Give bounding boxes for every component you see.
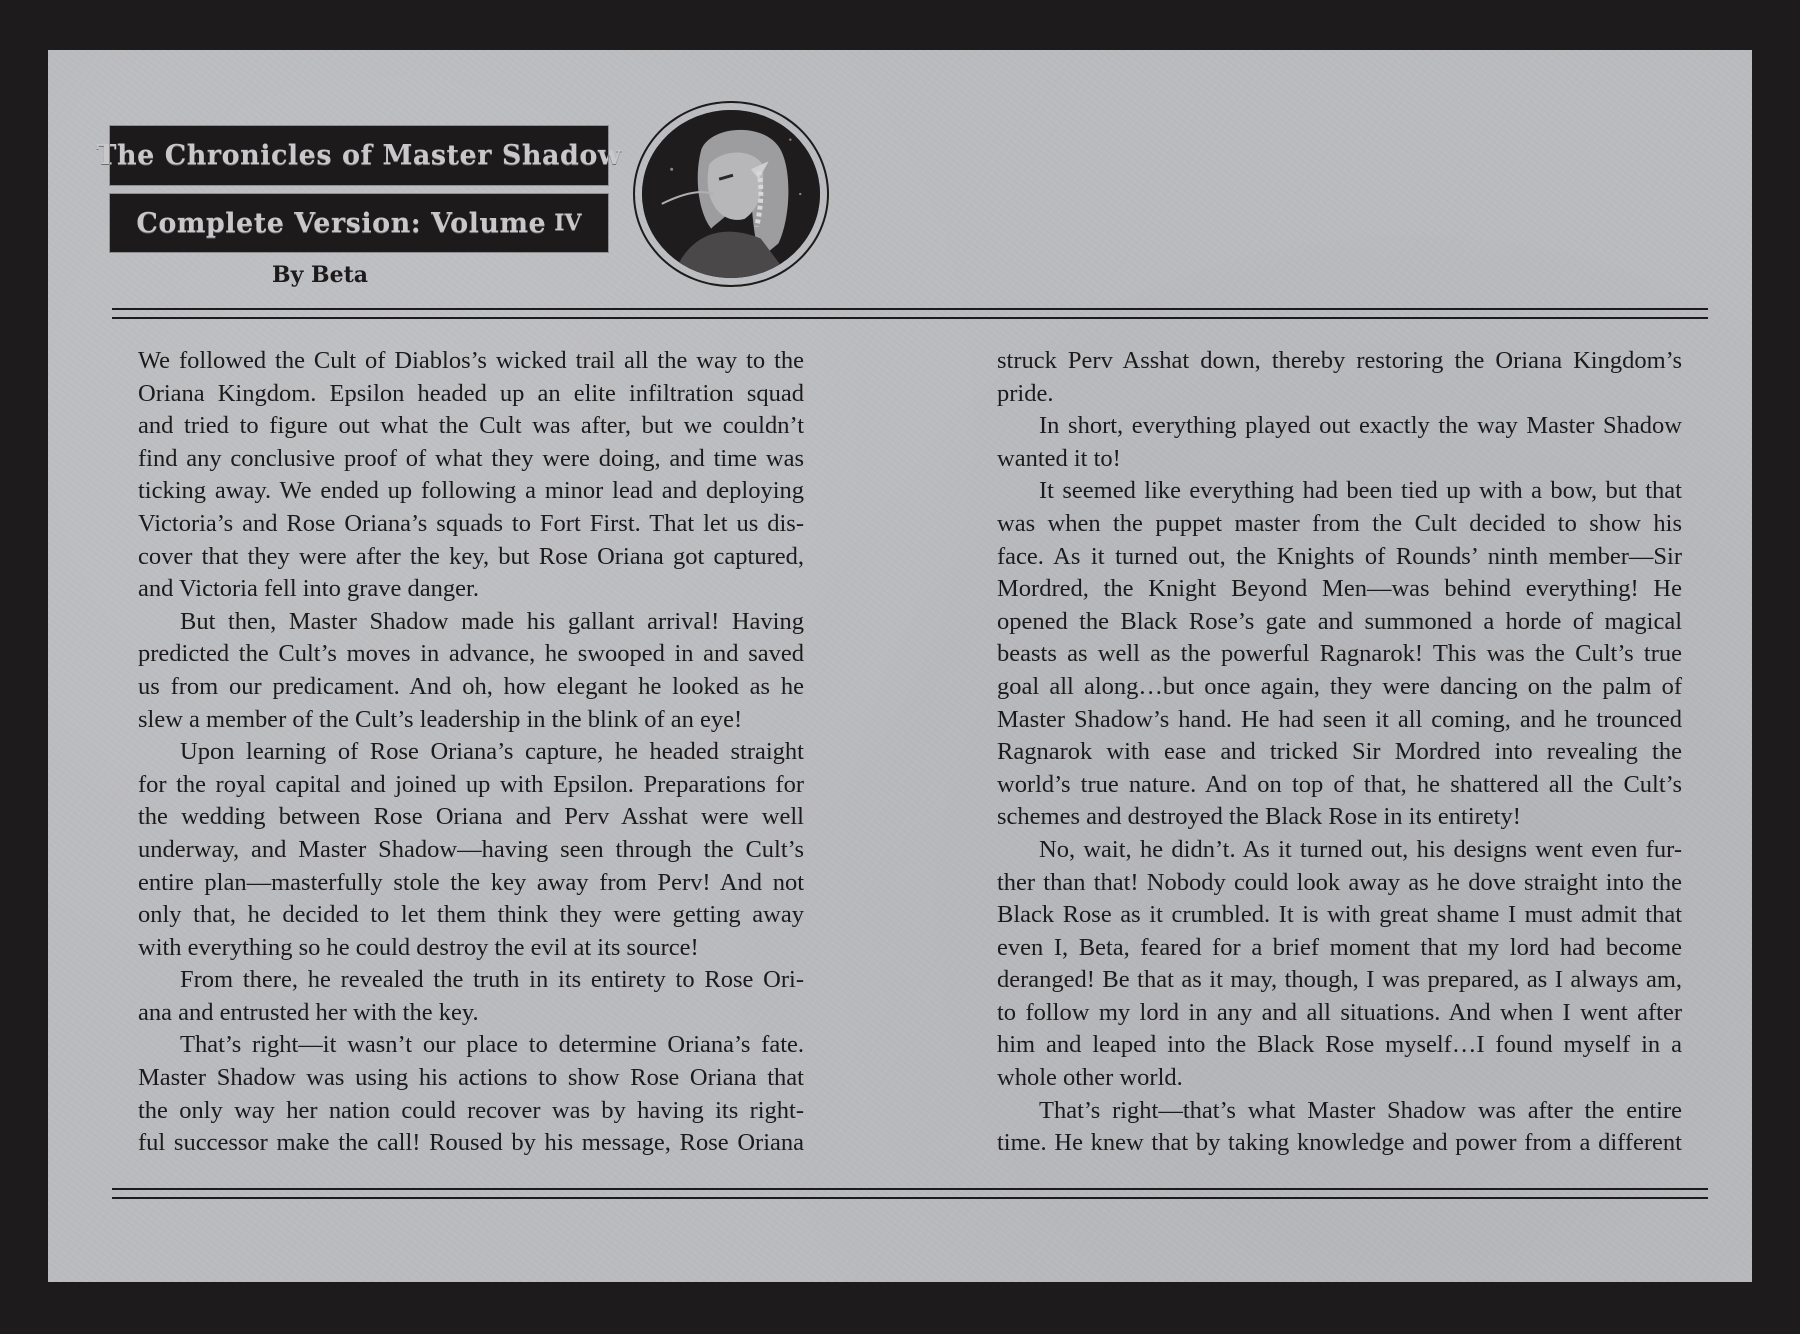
title-banner-main [96, 126, 622, 185]
text-column-left [138, 345, 804, 1160]
text-line: That’s right—it wasn’t our place to determine Oriana’s fate. [180, 1031, 804, 1059]
text-line: schemes and destroyed the Black Rose in its entirety! [997, 803, 1521, 831]
text-line: wanted it to! [997, 444, 1121, 472]
text-line: Upon learning of Rose Oriana’s capture, he headed straight [180, 738, 804, 766]
text-line: From there, he revealed the truth in its entirety to Rose Ori- [180, 966, 804, 994]
text-line: deranged! Be that as it may, though, I was prepared, as I always am, [997, 966, 1682, 994]
text-line: In short, everything played out exactly the way Master Shadow [1039, 412, 1682, 440]
text-line: face. As it turned out, the Knights of Rounds’ ninth member—Sir [997, 542, 1682, 570]
text-line: goal all along…but once again, they were dancing on the palm of [997, 672, 1682, 700]
footer-divider-bottom [112, 1197, 1708, 1199]
character-portrait-icon [642, 110, 820, 278]
text-line: for the royal capital and joined up with Epsilon. Preparations for [138, 770, 804, 798]
text-line: and Victoria fell into grave danger. [138, 575, 479, 603]
text-line: only that, he decided to let them think they were getting away [138, 901, 804, 929]
text-line: Master Shadow was using his actions to show Rose Oriana that [138, 1064, 804, 1092]
text-line: ana and entrusted her with the key. [138, 998, 479, 1026]
text-line: underway, and Master Shadow—having seen through the Cult’s [138, 835, 804, 863]
text-line: Black Rose as it crumbled. It is with great shame I must admit that [997, 901, 1682, 929]
text-line: Victoria’s and Rose Oriana’s squads to Fort First. That let us dis- [138, 509, 804, 537]
text-line: ther than that! Nobody could look away as he dove straight into the [997, 868, 1682, 896]
text-line: That’s right—that’s what Master Shadow was after the entire [1039, 1096, 1682, 1124]
title-banner-volume [110, 194, 608, 252]
text-line: predicted the Cult’s moves in advance, he swooped in and saved [138, 640, 804, 668]
header-divider-top [112, 308, 1708, 310]
text-line: We followed the Cult of Diablos’s wicked trail all the way to the [138, 347, 804, 374]
text-line: Ragnarok with ease and tricked Sir Mordred into revealing the [997, 738, 1682, 766]
text-line: time. He knew that by taking knowledge and power from a different [997, 1129, 1682, 1157]
text-line: world’s true nature. And on top of that, he shattered all the Cult’s [997, 770, 1682, 798]
text-column-right [997, 345, 1682, 1160]
text-line: opened the Black Rose’s gate and summoned a horde of magical [997, 607, 1682, 635]
text-line: beasts as well as the powerful Ragnarok! This was the Cult’s true [997, 640, 1682, 668]
text-line: entire plan—masterfully stole the key away from Perv! And not [138, 868, 804, 896]
text-line: the only way her nation could recover was by having its right- [138, 1096, 804, 1124]
text-line: slew a member of the Cult’s leadership in the blink of an eye! [138, 705, 743, 733]
text-line: cover that they were after the key, but Rose Oriana got captured, [138, 542, 804, 570]
text-line: find any conclusive proof of what they were doing, and time was [138, 444, 804, 472]
header-divider-bottom [112, 317, 1708, 319]
text-line: and tried to figure out what the Cult was after, but we couldn’t [138, 412, 804, 440]
text-line: Mordred, the Knight Beyond Men—was behind everything! He [997, 575, 1682, 603]
portrait-frame [633, 101, 829, 287]
text-line: even I, Beta, feared for a brief moment that my lord had become [997, 933, 1682, 961]
book-page [48, 50, 1752, 1282]
title-text: The Chronicles of Master Shadow [96, 140, 622, 171]
text-line: pride. [997, 379, 1054, 407]
text-line: was when the puppet master from the Cult decided to show his [997, 509, 1682, 537]
footer-divider-top [112, 1188, 1708, 1190]
text-line: But then, Master Shadow made his gallant arrival! Having [180, 607, 804, 635]
text-line: Master Shadow’s hand. He had seen it all coming, and he trounced [997, 705, 1682, 733]
text-line: him and leaped into the Black Rose myself…I found myself in a [997, 1031, 1682, 1059]
text-line: No, wait, he didn’t. As it turned out, his designs went even fur- [1039, 835, 1682, 863]
text-line: struck Perv Asshat down, thereby restoring the Oriana Kingdom’s [997, 347, 1682, 374]
volume-numeral: IV [554, 210, 582, 236]
volume-text: Complete Version: Volume [136, 207, 547, 239]
text-line: with everything so he could destroy the evil at its source! [138, 933, 699, 961]
author-byline: By Beta [271, 262, 369, 288]
text-line: ticking away. We ended up following a minor lead and deploying [138, 477, 804, 505]
text-line: whole other world. [997, 1064, 1183, 1092]
text-line: Oriana Kingdom. Epsilon headed up an elite infiltration squad [138, 379, 804, 407]
text-line: the wedding between Rose Oriana and Perv Asshat were well [138, 803, 804, 831]
text-line: to follow my lord in any and all situations. And when I went after [997, 998, 1682, 1026]
text-line: It seemed like everything had been tied up with a bow, but that [1039, 477, 1682, 505]
text-line: us from our predicament. And oh, how elegant he looked as he [138, 672, 804, 700]
text-line: ful successor make the call! Roused by his message, Rose Oriana [138, 1129, 804, 1157]
